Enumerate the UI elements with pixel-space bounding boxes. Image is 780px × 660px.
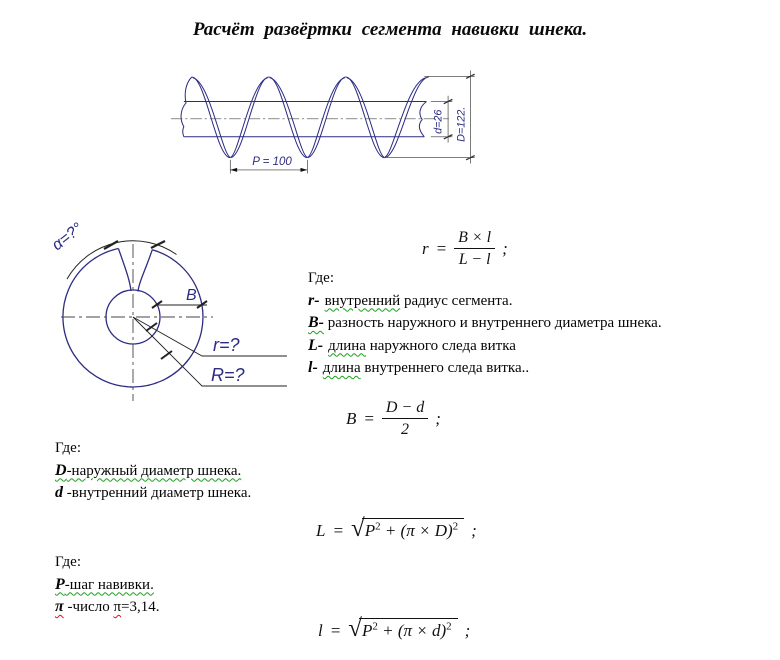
radical-sign: √ xyxy=(348,615,362,642)
denominator: L − l xyxy=(458,251,491,268)
tick xyxy=(152,301,162,308)
definition-text: -шаг навивки. xyxy=(64,576,154,593)
break-line-left xyxy=(181,77,192,137)
equals-sign: = xyxy=(435,238,448,258)
numerator: B × l xyxy=(454,228,495,249)
definition-line-d xyxy=(55,482,251,505)
auger-drawing xyxy=(168,50,600,202)
term-P: P xyxy=(55,575,65,593)
where-block-2 xyxy=(55,438,251,505)
formula-lhs: r xyxy=(422,238,429,258)
pitch-label: P = 100 xyxy=(252,155,292,168)
flight-back-2 xyxy=(307,77,346,158)
inner-radius-label: r=? xyxy=(213,335,240,355)
term-L: L- xyxy=(308,336,324,354)
definition-text: -наружный диаметр шнека. xyxy=(66,462,242,479)
exponent: 2 xyxy=(375,520,381,533)
radicand xyxy=(362,518,464,541)
formula-L xyxy=(316,515,477,543)
denominator: 2 xyxy=(401,421,410,438)
fraction xyxy=(382,398,428,439)
where-block-1 xyxy=(308,268,662,380)
definition-line-r xyxy=(308,290,662,313)
definition-line-B xyxy=(308,312,662,335)
formula-B xyxy=(346,398,441,439)
segment-diagram xyxy=(30,213,295,405)
formula-lhs: B xyxy=(346,408,357,428)
definition-text: =3,14. xyxy=(121,599,160,615)
semicolon: ; xyxy=(435,408,441,428)
radicand-term: P xyxy=(364,521,376,540)
square-root xyxy=(348,615,457,643)
spellcheck-phrase xyxy=(55,577,154,593)
exponent: 2 xyxy=(446,620,452,633)
equals-sign: = xyxy=(332,520,344,540)
radicand xyxy=(359,618,458,641)
formula-lhs: L xyxy=(316,520,326,540)
definition-line-P xyxy=(55,574,160,597)
definition-text: разность наружного и внутреннего диаметра шнека. xyxy=(324,315,662,331)
definition-text: -число xyxy=(63,599,114,615)
tick xyxy=(161,351,172,359)
equals-sign: = xyxy=(363,408,375,428)
where-block-3 xyxy=(55,552,160,619)
notch-left-line xyxy=(118,249,131,292)
spellcheck-word: π xyxy=(113,599,122,615)
term-d: d xyxy=(55,484,63,501)
outer-diameter-label: D=122. xyxy=(455,106,468,142)
exponent: 2 xyxy=(372,620,378,633)
arc-arrow xyxy=(104,241,118,249)
where-heading: Где: xyxy=(55,440,82,456)
page-title: Расчёт развёртки сегмента навивки шнека. xyxy=(192,19,588,40)
square-root xyxy=(350,515,464,543)
semicolon: ; xyxy=(464,620,471,640)
break-line-right xyxy=(419,102,426,137)
shaft-diameter-label: d=26 xyxy=(432,109,445,134)
definition-line-L xyxy=(308,335,662,358)
auger-body xyxy=(181,77,429,158)
formula-l xyxy=(318,615,471,643)
formula-r xyxy=(422,228,508,269)
equals-sign: = xyxy=(329,620,342,640)
term-B: B- xyxy=(308,314,324,331)
semicolon: ; xyxy=(502,238,508,258)
spellcheck-word: длина xyxy=(322,360,361,376)
spellcheck-word: длина xyxy=(328,337,366,354)
flight-back-1 xyxy=(230,77,269,158)
arrow-right xyxy=(300,168,307,172)
radicand-term: + (π × d) xyxy=(377,621,447,640)
fraction xyxy=(454,228,495,269)
definition-text: радиус сегмента. xyxy=(400,292,513,309)
leader-R xyxy=(133,317,287,386)
definition-text: -внутренний диаметр шнека. xyxy=(63,485,252,501)
formula-lhs: l xyxy=(318,620,323,640)
dim-width-B xyxy=(152,301,207,308)
radicand-term: P xyxy=(361,621,373,640)
angle-label: α=?° xyxy=(48,219,87,255)
where-heading: Где: xyxy=(308,270,335,286)
definition-text: внутреннего следа витка.. xyxy=(360,360,530,376)
definition-line-D xyxy=(55,460,251,483)
definition-text: наружного следа витка xyxy=(365,337,516,354)
leader-line xyxy=(133,317,287,386)
term-r: r- xyxy=(308,291,320,309)
definition-line-pi xyxy=(55,596,160,619)
where-heading: Где: xyxy=(55,554,82,570)
arrow-left xyxy=(230,168,237,172)
outer-radius-label: R=? xyxy=(211,365,245,385)
notch-right-line xyxy=(138,250,152,292)
exponent: 2 xyxy=(452,520,459,533)
term-l: l- xyxy=(308,359,318,376)
term-D: D xyxy=(55,461,67,479)
semicolon: ; xyxy=(471,520,477,540)
radical-sign: √ xyxy=(350,515,365,542)
radicand-term: + (π × D) xyxy=(380,521,453,540)
numerator: D − d xyxy=(382,398,428,419)
width-label: B xyxy=(186,287,197,304)
spellcheck-phrase xyxy=(55,463,241,479)
spellcheck-word: внутренний xyxy=(324,292,401,309)
definition-line-l xyxy=(308,357,662,380)
leader-r xyxy=(133,317,287,356)
term-pi: π xyxy=(55,598,64,615)
